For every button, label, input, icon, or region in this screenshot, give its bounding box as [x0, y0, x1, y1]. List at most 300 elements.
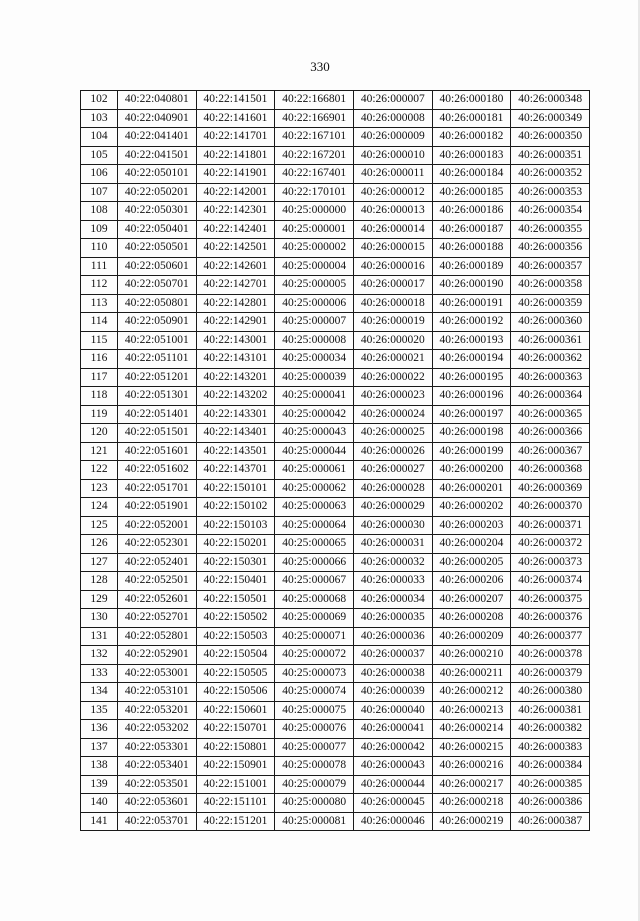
table-row [81, 239, 590, 258]
table-row [81, 498, 590, 517]
cadastral-code-cell: 40:25:000044 [275, 442, 354, 461]
cadastral-code-cell: 40:25:000074 [275, 683, 354, 702]
cadastral-code-cell: 40:26:000206 [432, 572, 511, 591]
cadastral-code-cell: 40:26:000021 [353, 350, 432, 369]
cadastral-code-cell: 40:22:142701 [196, 276, 275, 295]
row-number: 135 [81, 701, 118, 720]
cadastral-code-cell: 40:26:000036 [353, 627, 432, 646]
cadastral-code-cell: 40:26:000361 [511, 331, 590, 350]
cadastral-code-cell: 40:26:000207 [432, 590, 511, 609]
cadastral-code-cell: 40:22:142801 [196, 294, 275, 313]
cadastral-code-cell: 40:22:052301 [118, 535, 197, 554]
cadastral-code-cell: 40:22:050101 [118, 165, 197, 184]
cadastral-code-cell: 40:22:150401 [196, 572, 275, 591]
row-number: 109 [81, 220, 118, 239]
cadastral-code-cell: 40:22:150101 [196, 479, 275, 498]
row-number: 105 [81, 146, 118, 165]
cadastral-code-cell: 40:22:050401 [118, 220, 197, 239]
cadastral-code-cell: 40:22:167101 [275, 128, 354, 147]
cadastral-code-cell: 40:25:000004 [275, 257, 354, 276]
cadastral-code-cell: 40:22:151001 [196, 775, 275, 794]
cadastral-code-cell: 40:22:052501 [118, 572, 197, 591]
cadastral-code-cell: 40:26:000370 [511, 498, 590, 517]
cadastral-code-cell: 40:26:000008 [353, 109, 432, 128]
cadastral-code-cell: 40:25:000066 [275, 553, 354, 572]
cadastral-code-cell: 40:22:051301 [118, 387, 197, 406]
table-row [81, 775, 590, 794]
row-number: 122 [81, 461, 118, 480]
cadastral-code-cell: 40:25:000071 [275, 627, 354, 646]
row-number: 139 [81, 775, 118, 794]
cadastral-code-cell: 40:22:053101 [118, 683, 197, 702]
table-row [81, 701, 590, 720]
row-number: 126 [81, 535, 118, 554]
cadastral-code-cell: 40:26:000013 [353, 202, 432, 221]
row-number: 116 [81, 350, 118, 369]
cadastral-code-cell: 40:26:000386 [511, 794, 590, 813]
cadastral-code-cell: 40:26:000381 [511, 701, 590, 720]
cadastral-code-cell: 40:26:000023 [353, 387, 432, 406]
cadastral-code-cell: 40:26:000027 [353, 461, 432, 480]
cadastral-code-cell: 40:22:052601 [118, 590, 197, 609]
cadastral-code-cell: 40:26:000353 [511, 183, 590, 202]
table-row [81, 535, 590, 554]
cadastral-code-cell: 40:22:150505 [196, 664, 275, 683]
cadastral-code-cell: 40:25:000063 [275, 498, 354, 517]
cadastral-code-cell: 40:22:040901 [118, 109, 197, 128]
cadastral-code-cell: 40:26:000039 [353, 683, 432, 702]
row-number: 112 [81, 276, 118, 295]
cadastral-code-cell: 40:25:000042 [275, 405, 354, 424]
table-row [81, 720, 590, 739]
row-number: 119 [81, 405, 118, 424]
row-number: 107 [81, 183, 118, 202]
cadastral-code-cell: 40:26:000192 [432, 313, 511, 332]
cadastral-code-cell: 40:26:000387 [511, 812, 590, 831]
table-row [81, 609, 590, 628]
cadastral-code-cell: 40:26:000201 [432, 479, 511, 498]
cadastral-code-cell: 40:26:000372 [511, 535, 590, 554]
cadastral-code-cell: 40:26:000373 [511, 553, 590, 572]
cadastral-code-cell: 40:26:000202 [432, 498, 511, 517]
cadastral-code-cell: 40:26:000363 [511, 368, 590, 387]
cadastral-code-cell: 40:22:150102 [196, 498, 275, 517]
cadastral-code-cell: 40:25:000002 [275, 239, 354, 258]
cadastral-code-cell: 40:26:000182 [432, 128, 511, 147]
cadastral-code-cell: 40:22:051401 [118, 405, 197, 424]
table-row [81, 183, 590, 202]
cadastral-code-cell: 40:26:000186 [432, 202, 511, 221]
cadastral-code-cell: 40:25:000077 [275, 738, 354, 757]
table-row [81, 220, 590, 239]
cadastral-code-cell: 40:25:000072 [275, 646, 354, 665]
cadastral-code-cell: 40:26:000350 [511, 128, 590, 147]
cadastral-code-cell: 40:26:000195 [432, 368, 511, 387]
row-number: 124 [81, 498, 118, 517]
cadastral-code-cell: 40:22:150503 [196, 627, 275, 646]
table-row [81, 276, 590, 295]
row-number: 118 [81, 387, 118, 406]
cadastral-code-cell: 40:22:040801 [118, 91, 197, 110]
cadastral-code-cell: 40:26:000360 [511, 313, 590, 332]
cadastral-code-cell: 40:26:000349 [511, 109, 590, 128]
row-number: 133 [81, 664, 118, 683]
cadastral-code-cell: 40:22:143301 [196, 405, 275, 424]
row-number: 120 [81, 424, 118, 443]
table-row [81, 146, 590, 165]
cadastral-code-cell: 40:22:143202 [196, 387, 275, 406]
cadastral-code-cell: 40:25:000069 [275, 609, 354, 628]
cadastral-code-cell: 40:25:000073 [275, 664, 354, 683]
cadastral-code-cell: 40:26:000385 [511, 775, 590, 794]
cadastral-code-cell: 40:22:052901 [118, 646, 197, 665]
cadastral-code-cell: 40:26:000375 [511, 590, 590, 609]
row-number: 102 [81, 91, 118, 110]
cadastral-code-cell: 40:22:150601 [196, 701, 275, 720]
cadastral-code-cell: 40:26:000033 [353, 572, 432, 591]
cadastral-code-cell: 40:26:000203 [432, 516, 511, 535]
cadastral-code-cell: 40:22:052701 [118, 609, 197, 628]
row-number: 129 [81, 590, 118, 609]
cadastral-code-cell: 40:22:142901 [196, 313, 275, 332]
cadastral-code-cell: 40:25:000062 [275, 479, 354, 498]
cadastral-code-cell: 40:22:050801 [118, 294, 197, 313]
cadastral-code-cell: 40:26:000183 [432, 146, 511, 165]
cadastral-code-cell: 40:26:000041 [353, 720, 432, 739]
cadastral-code-cell: 40:22:142501 [196, 239, 275, 258]
cadastral-code-cell: 40:26:000376 [511, 609, 590, 628]
table-row [81, 109, 590, 128]
table-row [81, 664, 590, 683]
cadastral-code-cell: 40:26:000199 [432, 442, 511, 461]
cadastral-code-cell: 40:26:000358 [511, 276, 590, 295]
cadastral-code-cell: 40:22:051101 [118, 350, 197, 369]
cadastral-code-cell: 40:26:000037 [353, 646, 432, 665]
cadastral-code-cell: 40:22:150506 [196, 683, 275, 702]
cadastral-code-cell: 40:22:142001 [196, 183, 275, 202]
cadastral-code-cell: 40:26:000181 [432, 109, 511, 128]
cadastral-code-cell: 40:26:000030 [353, 516, 432, 535]
cadastral-code-cell: 40:22:050601 [118, 257, 197, 276]
cadastral-code-cell: 40:26:000031 [353, 535, 432, 554]
cadastral-code-cell: 40:22:150801 [196, 738, 275, 757]
cadastral-code-cell: 40:26:000194 [432, 350, 511, 369]
cadastral-code-cell: 40:22:143401 [196, 424, 275, 443]
table-row [81, 91, 590, 110]
row-number: 140 [81, 794, 118, 813]
cadastral-code-cell: 40:26:000017 [353, 276, 432, 295]
row-number: 104 [81, 128, 118, 147]
cadastral-code-cell: 40:26:000024 [353, 405, 432, 424]
cadastral-codes-table [80, 90, 590, 831]
table-row [81, 294, 590, 313]
table-row [81, 202, 590, 221]
cadastral-code-cell: 40:26:000028 [353, 479, 432, 498]
cadastral-code-cell: 40:22:150201 [196, 535, 275, 554]
cadastral-code-cell: 40:25:000039 [275, 368, 354, 387]
cadastral-code-cell: 40:22:141701 [196, 128, 275, 147]
cadastral-code-cell: 40:22:170101 [275, 183, 354, 202]
cadastral-code-cell: 40:25:000000 [275, 202, 354, 221]
cadastral-code-cell: 40:25:000078 [275, 757, 354, 776]
cadastral-code-cell: 40:22:150901 [196, 757, 275, 776]
table-row [81, 368, 590, 387]
row-number: 123 [81, 479, 118, 498]
cadastral-code-cell: 40:26:000197 [432, 405, 511, 424]
cadastral-code-cell: 40:26:000359 [511, 294, 590, 313]
cadastral-code-cell: 40:26:000009 [353, 128, 432, 147]
row-number: 108 [81, 202, 118, 221]
table-row [81, 165, 590, 184]
table-row [81, 572, 590, 591]
cadastral-code-cell: 40:22:143701 [196, 461, 275, 480]
cadastral-code-cell: 40:26:000369 [511, 479, 590, 498]
cadastral-code-cell: 40:26:000377 [511, 627, 590, 646]
cadastral-code-cell: 40:26:000032 [353, 553, 432, 572]
cadastral-code-cell: 40:26:000371 [511, 516, 590, 535]
cadastral-code-cell: 40:26:000383 [511, 738, 590, 757]
cadastral-code-cell: 40:22:050201 [118, 183, 197, 202]
table-body [81, 91, 590, 831]
table-row [81, 350, 590, 369]
cadastral-code-cell: 40:22:053701 [118, 812, 197, 831]
cadastral-code-cell: 40:26:000367 [511, 442, 590, 461]
cadastral-code-cell: 40:26:000042 [353, 738, 432, 757]
table-row [81, 738, 590, 757]
cadastral-code-cell: 40:26:000189 [432, 257, 511, 276]
cadastral-code-cell: 40:25:000043 [275, 424, 354, 443]
cadastral-code-cell: 40:22:050701 [118, 276, 197, 295]
cadastral-code-cell: 40:22:050901 [118, 313, 197, 332]
row-number: 111 [81, 257, 118, 276]
table-row [81, 257, 590, 276]
table-row [81, 553, 590, 572]
cadastral-code-cell: 40:26:000354 [511, 202, 590, 221]
cadastral-code-cell: 40:26:000217 [432, 775, 511, 794]
row-number: 113 [81, 294, 118, 313]
row-number: 130 [81, 609, 118, 628]
row-number: 114 [81, 313, 118, 332]
cadastral-code-cell: 40:26:000046 [353, 812, 432, 831]
cadastral-code-cell: 40:26:000190 [432, 276, 511, 295]
cadastral-code-cell: 40:26:000215 [432, 738, 511, 757]
cadastral-code-cell: 40:26:000043 [353, 757, 432, 776]
cadastral-code-cell: 40:26:000188 [432, 239, 511, 258]
cadastral-code-cell: 40:26:000019 [353, 313, 432, 332]
cadastral-code-cell: 40:26:000016 [353, 257, 432, 276]
cadastral-code-cell: 40:22:053601 [118, 794, 197, 813]
cadastral-code-cell: 40:26:000205 [432, 553, 511, 572]
row-number: 128 [81, 572, 118, 591]
row-number: 125 [81, 516, 118, 535]
cadastral-code-cell: 40:22:052001 [118, 516, 197, 535]
cadastral-code-cell: 40:26:000034 [353, 590, 432, 609]
row-number: 106 [81, 165, 118, 184]
page-number: 330 [310, 59, 330, 74]
cadastral-code-cell: 40:26:000364 [511, 387, 590, 406]
cadastral-code-cell: 40:22:041501 [118, 146, 197, 165]
row-number: 121 [81, 442, 118, 461]
cadastral-code-cell: 40:22:151201 [196, 812, 275, 831]
row-number: 134 [81, 683, 118, 702]
cadastral-code-cell: 40:22:150501 [196, 590, 275, 609]
cadastral-code-cell: 40:22:150103 [196, 516, 275, 535]
cadastral-code-cell: 40:26:000185 [432, 183, 511, 202]
cadastral-code-cell: 40:26:000196 [432, 387, 511, 406]
cadastral-code-cell: 40:26:000218 [432, 794, 511, 813]
cadastral-code-cell: 40:26:000348 [511, 91, 590, 110]
table-row [81, 794, 590, 813]
cadastral-code-cell: 40:22:166801 [275, 91, 354, 110]
table-row [81, 424, 590, 443]
cadastral-code-cell: 40:22:053501 [118, 775, 197, 794]
cadastral-code-cell: 40:26:000018 [353, 294, 432, 313]
table-row [81, 590, 590, 609]
cadastral-code-cell: 40:26:000184 [432, 165, 511, 184]
cadastral-code-cell: 40:25:000006 [275, 294, 354, 313]
cadastral-code-cell: 40:26:000210 [432, 646, 511, 665]
cadastral-code-cell: 40:22:053001 [118, 664, 197, 683]
table-row [81, 646, 590, 665]
cadastral-code-cell: 40:22:142401 [196, 220, 275, 239]
table-row [81, 461, 590, 480]
cadastral-code-cell: 40:26:000352 [511, 165, 590, 184]
cadastral-code-cell: 40:26:000020 [353, 331, 432, 350]
cadastral-code-cell: 40:22:051602 [118, 461, 197, 480]
cadastral-code-cell: 40:22:041401 [118, 128, 197, 147]
cadastral-code-cell: 40:26:000193 [432, 331, 511, 350]
row-number: 136 [81, 720, 118, 739]
cadastral-code-cell: 40:25:000079 [275, 775, 354, 794]
cadastral-code-cell: 40:22:052801 [118, 627, 197, 646]
cadastral-code-cell: 40:22:050301 [118, 202, 197, 221]
cadastral-code-cell: 40:26:000035 [353, 609, 432, 628]
cadastral-code-cell: 40:22:053202 [118, 720, 197, 739]
cadastral-code-cell: 40:25:000064 [275, 516, 354, 535]
cadastral-code-cell: 40:26:000378 [511, 646, 590, 665]
cadastral-code-cell: 40:22:052401 [118, 553, 197, 572]
cadastral-code-cell: 40:26:000011 [353, 165, 432, 184]
cadastral-code-cell: 40:25:000076 [275, 720, 354, 739]
cadastral-code-cell: 40:22:141601 [196, 109, 275, 128]
cadastral-code-cell: 40:26:000198 [432, 424, 511, 443]
cadastral-code-cell: 40:22:051201 [118, 368, 197, 387]
cadastral-code-cell: 40:22:051901 [118, 498, 197, 517]
cadastral-code-cell: 40:26:000355 [511, 220, 590, 239]
row-number: 132 [81, 646, 118, 665]
cadastral-code-cell: 40:22:141901 [196, 165, 275, 184]
cadastral-code-cell: 40:26:000010 [353, 146, 432, 165]
table-row [81, 757, 590, 776]
cadastral-code-cell: 40:25:000080 [275, 794, 354, 813]
cadastral-code-cell: 40:22:141501 [196, 91, 275, 110]
cadastral-code-cell: 40:26:000007 [353, 91, 432, 110]
cadastral-code-cell: 40:22:143101 [196, 350, 275, 369]
cadastral-code-cell: 40:22:050501 [118, 239, 197, 258]
cadastral-code-cell: 40:26:000038 [353, 664, 432, 683]
cadastral-code-cell: 40:22:143501 [196, 442, 275, 461]
table-row [81, 387, 590, 406]
cadastral-code-cell: 40:26:000216 [432, 757, 511, 776]
cadastral-code-cell: 40:25:000007 [275, 313, 354, 332]
cadastral-code-cell: 40:22:167401 [275, 165, 354, 184]
cadastral-code-cell: 40:26:000040 [353, 701, 432, 720]
cadastral-code-cell: 40:26:000211 [432, 664, 511, 683]
cadastral-code-cell: 40:26:000026 [353, 442, 432, 461]
cadastral-code-cell: 40:25:000075 [275, 701, 354, 720]
table-row [81, 313, 590, 332]
cadastral-code-cell: 40:26:000351 [511, 146, 590, 165]
cadastral-code-cell: 40:26:000374 [511, 572, 590, 591]
cadastral-code-cell: 40:26:000045 [353, 794, 432, 813]
cadastral-code-cell: 40:26:000180 [432, 91, 511, 110]
cadastral-code-cell: 40:26:000212 [432, 683, 511, 702]
cadastral-code-cell: 40:22:167201 [275, 146, 354, 165]
table-row [81, 627, 590, 646]
cadastral-code-cell: 40:26:000219 [432, 812, 511, 831]
cadastral-code-cell: 40:26:000022 [353, 368, 432, 387]
row-number: 137 [81, 738, 118, 757]
cadastral-code-cell: 40:26:000191 [432, 294, 511, 313]
cadastral-code-cell: 40:22:053301 [118, 738, 197, 757]
cadastral-code-cell: 40:26:000368 [511, 461, 590, 480]
cadastral-code-cell: 40:22:150701 [196, 720, 275, 739]
cadastral-code-cell: 40:22:053201 [118, 701, 197, 720]
table-row [81, 331, 590, 350]
cadastral-code-cell: 40:26:000380 [511, 683, 590, 702]
cadastral-code-cell: 40:25:000005 [275, 276, 354, 295]
cadastral-code-cell: 40:26:000200 [432, 461, 511, 480]
row-number: 115 [81, 331, 118, 350]
cadastral-code-cell: 40:25:000041 [275, 387, 354, 406]
table-row [81, 405, 590, 424]
row-number: 138 [81, 757, 118, 776]
cadastral-code-cell: 40:26:000214 [432, 720, 511, 739]
cadastral-code-cell: 40:26:000357 [511, 257, 590, 276]
cadastral-code-cell: 40:22:142601 [196, 257, 275, 276]
cadastral-code-cell: 40:22:051701 [118, 479, 197, 498]
cadastral-code-cell: 40:25:000068 [275, 590, 354, 609]
table-row [81, 128, 590, 147]
cadastral-code-cell: 40:22:151101 [196, 794, 275, 813]
cadastral-code-cell: 40:26:000204 [432, 535, 511, 554]
cadastral-code-cell: 40:25:000081 [275, 812, 354, 831]
cadastral-code-cell: 40:26:000044 [353, 775, 432, 794]
cadastral-code-cell: 40:22:051001 [118, 331, 197, 350]
cadastral-code-cell: 40:22:150301 [196, 553, 275, 572]
row-number: 127 [81, 553, 118, 572]
cadastral-code-cell: 40:26:000209 [432, 627, 511, 646]
cadastral-code-cell: 40:26:000382 [511, 720, 590, 739]
cadastral-code-cell: 40:26:000187 [432, 220, 511, 239]
table-row [81, 812, 590, 831]
row-number: 103 [81, 109, 118, 128]
cadastral-code-cell: 40:22:141801 [196, 146, 275, 165]
cadastral-code-cell: 40:26:000356 [511, 239, 590, 258]
row-number: 110 [81, 239, 118, 258]
cadastral-code-cell: 40:26:000362 [511, 350, 590, 369]
cadastral-code-cell: 40:25:000067 [275, 572, 354, 591]
cadastral-code-cell: 40:22:051601 [118, 442, 197, 461]
cadastral-code-cell: 40:26:000366 [511, 424, 590, 443]
cadastral-code-cell: 40:26:000379 [511, 664, 590, 683]
table-row [81, 479, 590, 498]
cadastral-code-cell: 40:25:000008 [275, 331, 354, 350]
cadastral-code-cell: 40:26:000208 [432, 609, 511, 628]
row-number: 131 [81, 627, 118, 646]
cadastral-code-cell: 40:22:051501 [118, 424, 197, 443]
cadastral-code-cell: 40:25:000034 [275, 350, 354, 369]
